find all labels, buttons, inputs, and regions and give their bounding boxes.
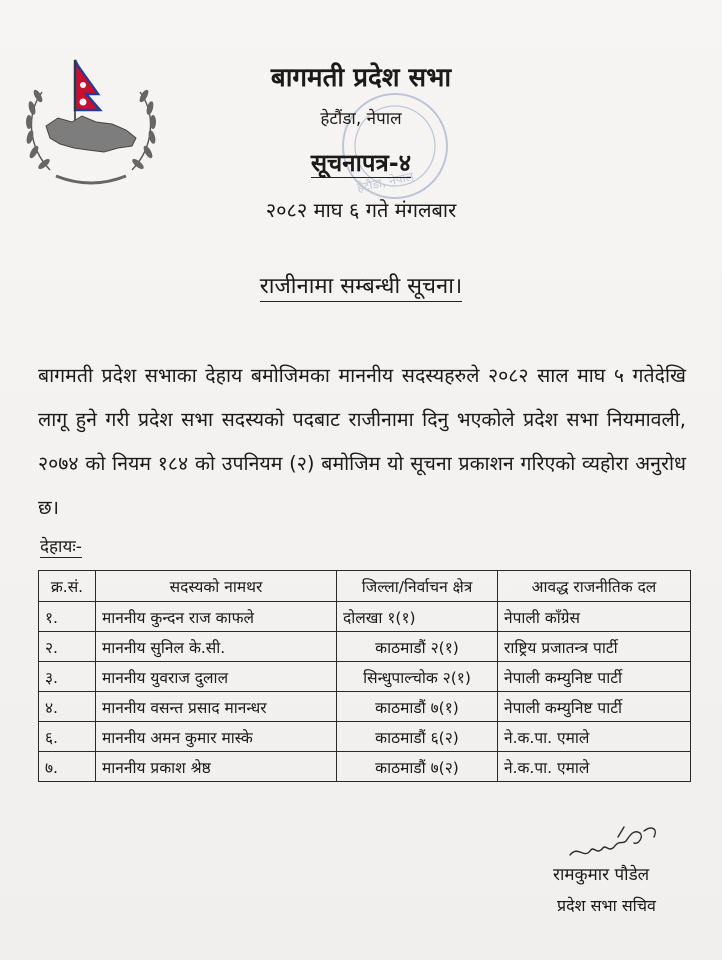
table-row bbox=[39, 662, 691, 692]
organization-title: बागमती प्रदेश सभा bbox=[270, 63, 452, 93]
header-constituency: जिल्ला/निर्वाचन क्षेत्र bbox=[337, 571, 498, 602]
cell-party: नेपाली कम्युनिष्ट पार्टी bbox=[498, 692, 691, 722]
notice-number-text: सूचनापत्र-४ bbox=[310, 149, 412, 177]
notice-body: बागमती प्रदेश सभाका देहाय बमोजिमका माननीय सदस्यहरुले २०८२ साल माघ ५ गतेदेखि लागू हुने गरी प्रदेश सभा सदस्यको पदबाट राजीनामा दिनु भएकोले प्रदेश सभा नियमावली, २०७४ को नियम १८४ को उपनियम (२) बमोजिम यो सूचना प्रकाशन गरिएको व्यहोरा अनुरोध छ। bbox=[38, 364, 686, 519]
table-header-row bbox=[39, 571, 691, 602]
cell-serial: ७. bbox=[39, 752, 96, 782]
cell-serial: ३. bbox=[39, 662, 96, 692]
stamp-text: हेटौडा, नेपाल bbox=[355, 169, 415, 195]
handwritten-signature-icon bbox=[560, 815, 670, 869]
cell-constituency: काठमाडौं ७(२) bbox=[337, 752, 498, 782]
signatory-name: रामकुमार पौडेल bbox=[553, 865, 650, 885]
cell-serial: १. bbox=[39, 602, 96, 632]
cell-serial: ६. bbox=[39, 722, 96, 752]
cell-member-name: माननीय कुन्दन राज काफले bbox=[96, 602, 337, 632]
header-member-name: सदस्यको नामथर bbox=[96, 571, 337, 602]
cell-member-name: माननीय सुनिल के.सी. bbox=[96, 632, 337, 662]
cell-party: नेपाली कम्युनिष्ट पार्टी bbox=[498, 662, 691, 692]
notice-date: २०८२ माघ ६ गते मंगलबार bbox=[265, 198, 457, 222]
notice-number bbox=[0, 146, 722, 179]
list-label: देहायः- bbox=[40, 537, 82, 557]
cell-constituency: दोलखा १(१) bbox=[337, 602, 498, 632]
organization-location: हेटौंडा, नेपाल bbox=[320, 109, 402, 129]
members-table bbox=[38, 570, 691, 782]
cell-serial: ४. bbox=[39, 692, 96, 722]
cell-member-name: माननीय प्रकाश श्रेष्ठ bbox=[96, 752, 337, 782]
cell-party: नेपाली काँग्रेस bbox=[498, 602, 691, 632]
table-row bbox=[39, 602, 691, 632]
cell-constituency: काठमाडौं ६(२) bbox=[337, 722, 498, 752]
cell-constituency: काठमाडौं ७(१) bbox=[337, 692, 498, 722]
cell-member-name: माननीय युवराज दुलाल bbox=[96, 662, 337, 692]
header-party: आवद्ध राजनीतिक दल bbox=[498, 571, 691, 602]
notice-subject-text: राजीनामा सम्बन्धी सूचना। bbox=[260, 274, 462, 302]
cell-constituency: सिन्धुपाल्चोक २(१) bbox=[337, 662, 498, 692]
cell-member-name: माननीय वसन्त प्रसाद मानन्धर bbox=[96, 692, 337, 722]
cell-party: राष्ट्रिय प्रजातन्त्र पार्टी bbox=[498, 632, 691, 662]
table-row bbox=[39, 752, 691, 782]
notice-subject bbox=[0, 270, 722, 300]
signatory-title: प्रदेश सभा सचिव bbox=[557, 896, 656, 915]
table-row bbox=[39, 722, 691, 752]
table-row bbox=[39, 692, 691, 722]
cell-member-name: माननीय अमन कुमार मास्के bbox=[96, 722, 337, 752]
cell-party: ने.क.पा. एमाले bbox=[498, 752, 691, 782]
cell-party: ने.क.पा. एमाले bbox=[498, 722, 691, 752]
cell-serial: २. bbox=[39, 632, 96, 662]
cell-constituency: काठमाडौं २(१) bbox=[337, 632, 498, 662]
header-serial: क्र.सं. bbox=[39, 571, 96, 602]
table-row bbox=[39, 632, 691, 662]
